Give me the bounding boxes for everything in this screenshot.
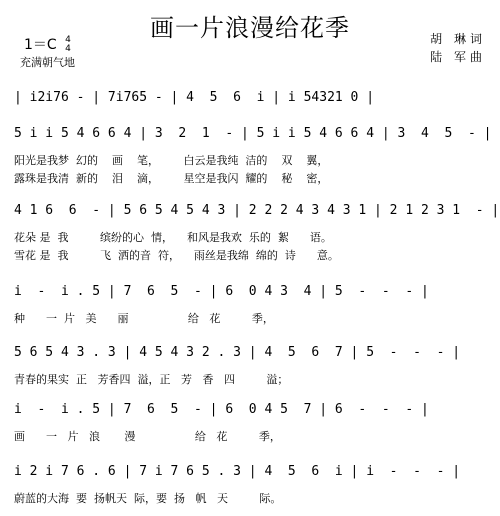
song-title: 画一片浪漫给花季 — [150, 14, 350, 42]
lyric-line: 画 一 片 浪 漫 给 花 季， — [14, 430, 281, 443]
lyric-line: 露珠是我清 新的 泪 滴， 星空是我闪 耀的 秘 密， — [14, 172, 329, 185]
lyric-line: 阳光是我梦 幻的 画 笔， 白云是我纯 洁的 双 翼， — [14, 154, 329, 167]
key-label: 1＝C — [24, 37, 57, 53]
time-top: 4 — [65, 35, 71, 45]
notation-line: i - i . 5 | 7 6 5 - | 6 0 4 3 4 | 5 - - - | — [14, 284, 429, 299]
notation-line: i - i . 5 | 7 6 5 - | 6 0 4 5 7 | 6 - - - | — [14, 402, 429, 417]
notation-line: 5 i i 5 4 6 6 4 | 3 2 1 - | 5 i i 5 4 6 6 4 | 3 4 5 - | — [14, 126, 492, 141]
notation-line: i 2 i 7 6 . 6 | 7 i 7 6 5 . 3 | 4 5 6 i | i - - - | — [14, 464, 461, 479]
lyric-line: 蔚蓝的大海 要 扬帆天 际，要 扬 帆 天 际。 — [14, 492, 282, 505]
lyric-line: 青春的果实 正 芳香四 溢，正 芳 香 四 溢； — [14, 373, 289, 386]
tempo-marking: 充满朝气地 — [20, 56, 75, 69]
notation-line: | i2i76 - | 7i765 - | 4 5 6 i | i 54321 0 | — [14, 90, 375, 105]
notation-line: 4 1 6 6 - | 5 6 5 4 5 4 3 | 2 2 2 4 3 4 3 1 | 2 1 2 3 1 - | — [14, 203, 500, 218]
lyric-line: 花朵 是 我 缤纷的心 情， 和风是我欢 乐的 絮 语。 — [14, 231, 332, 244]
time-signature — [65, 36, 71, 54]
notation-line: 5 6 5 4 3 . 3 | 4 5 4 3 2 . 3 | 4 5 6 7 | 5 - - - | — [14, 345, 461, 360]
key-signature — [24, 34, 71, 54]
lyricist: 胡 琳词 — [430, 32, 486, 46]
lyric-line: 雪花 是 我 飞 洒的音 符， 雨丝是我绵 绵的 诗 意。 — [14, 249, 339, 262]
composer: 陆 军曲 — [430, 50, 486, 64]
time-bottom: 4 — [65, 44, 71, 54]
lyric-line: 种 一 片 美 丽 给 花 季， — [14, 312, 274, 325]
credits — [430, 30, 486, 66]
